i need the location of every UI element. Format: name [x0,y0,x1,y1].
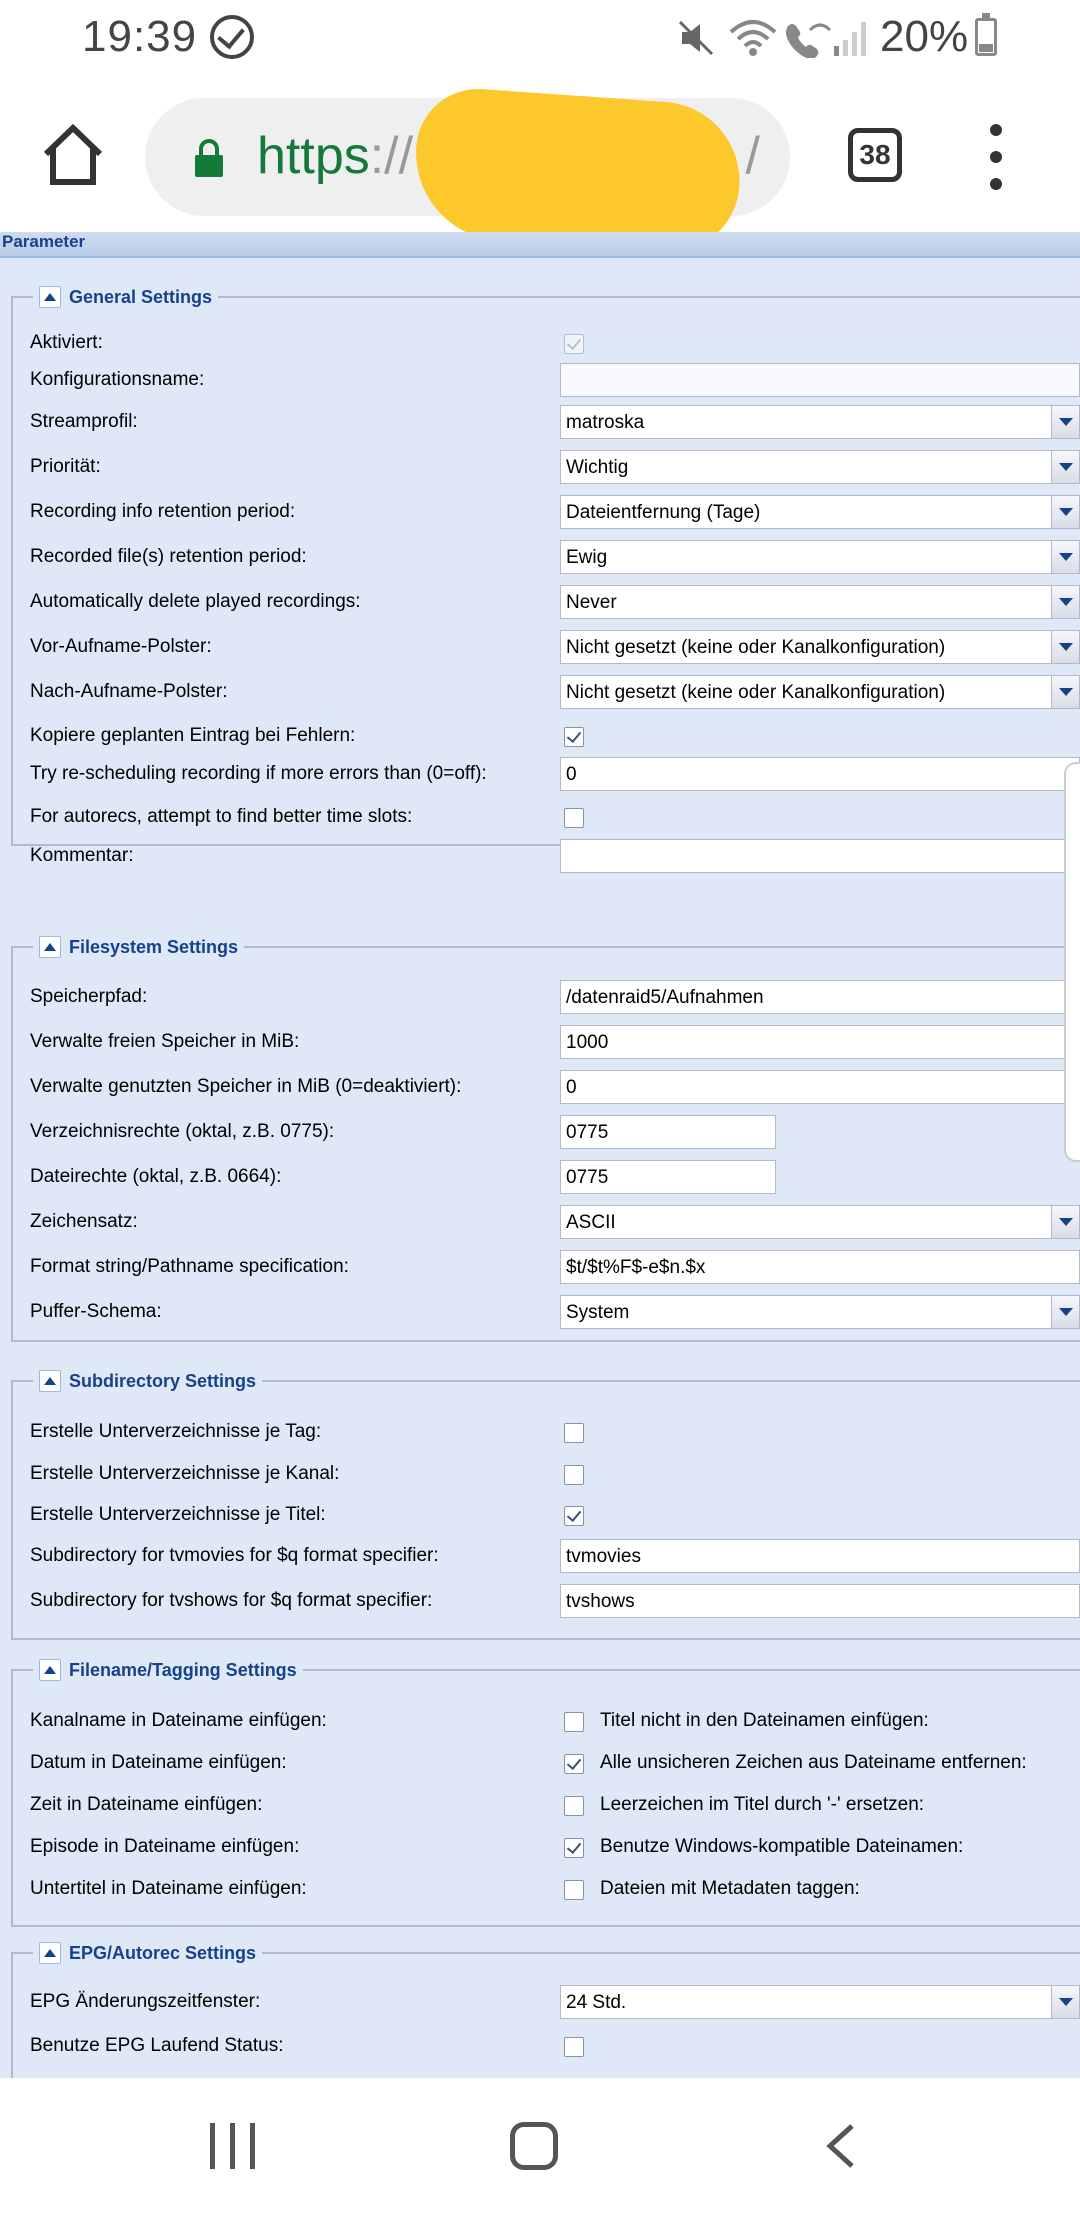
field-label: Automatically delete played recordings: [30,591,361,612]
field-label: Erstelle Unterverzeichnisse je Titel: [30,1504,326,1525]
format-string-row [30,1250,1080,1286]
genutzter-speicher-row [30,1070,1080,1106]
zeit-row [30,1788,1080,1824]
format-string-input[interactable]: $t/$t%F$-e$n.$x [560,1250,1080,1284]
battery-percent: 20% [880,12,969,61]
tvmovies-input[interactable]: tvmovies [560,1539,1080,1573]
field-label: Konfigurationsname: [30,369,205,390]
field-label: For autorecs, attempt to find better time slots: [30,806,413,827]
streamprofil-row [30,405,1080,441]
url-scheme: https [257,127,370,185]
panel-header [0,232,1080,258]
battery-icon [975,18,997,56]
chevron-down-icon[interactable] [1051,631,1079,663]
recording-info-retention-select[interactable] [560,495,1080,529]
select-value: Never [566,592,617,613]
aktiviert-row [30,326,1080,362]
auto-delete-row [30,585,1080,621]
chevron-down-icon[interactable] [1051,586,1079,618]
collapse-icon[interactable] [39,286,61,308]
field-label: Dateien mit Metadaten taggen: [600,1878,860,1899]
autorecs-timeslots-checkbox[interactable] [564,808,584,828]
url-text [257,126,413,186]
untertitel-checkbox[interactable] [564,1880,584,1900]
epg-laufend-row [30,2029,1080,2065]
field-label: Zeit in Dateiname einfügen: [30,1794,263,1815]
chevron-down-icon[interactable] [1051,406,1079,438]
select-value: System [566,1302,630,1323]
recorded-file-retention-row [30,540,1080,576]
field-label: Erstelle Unterverzeichnisse je Tag: [30,1421,322,1442]
field-label: Untertitel in Dateiname einfügen: [30,1878,307,1899]
select-value: Dateientfernung (Tage) [566,502,761,523]
konfigurationsname-row [30,363,1080,399]
field-label: Puffer-Schema: [30,1301,162,1322]
verzeichnisrechte-input[interactable]: 0775 [560,1115,776,1149]
kommentar-row [30,839,1080,875]
collapse-icon[interactable] [39,1659,61,1681]
autorecs-timeslots-row [30,800,1080,836]
aktiviert-checkbox[interactable] [564,334,584,354]
puffer-schema-select[interactable] [560,1295,1080,1329]
tvmovies-row [30,1539,1080,1575]
tvshows-row [30,1584,1080,1620]
field-label: Verwalte genutzten Speicher in MiB (0=deaktiviert): [30,1076,462,1097]
select-value: 24 Std. [566,1992,627,2013]
chevron-down-icon[interactable] [1051,1206,1079,1238]
zeichensatz-select[interactable] [560,1205,1080,1239]
field-label: Vor-Aufname-Polster: [30,636,212,657]
field-label: Speicherpfad: [30,986,148,1007]
field-label: Try re-scheduling recording if more errors than (0=off): [30,763,487,784]
datum-row [30,1746,1080,1782]
field-label: Kanalname in Dateiname einfügen: [30,1710,327,1731]
auto-delete-select[interactable] [560,585,1080,619]
url-separator: :// [369,127,414,185]
field-label: Format string/Pathname specification: [30,1256,349,1277]
collapse-icon[interactable] [39,1942,61,1964]
field-label: Subdirectory for tvmovies for $q format specifier: [30,1545,439,1566]
check-circle-icon [210,15,254,59]
mute-icon [676,18,716,58]
kanalname-checkbox[interactable] [564,1712,584,1732]
verzeichnisrechte-row [30,1115,1080,1151]
select-value: ASCII [566,1212,616,1233]
select-value: matroska [566,412,645,433]
field-label: EPG Änderungszeitfenster: [30,1991,261,2012]
section-legend[interactable] [33,934,244,960]
dateirechte-row [30,1160,1080,1196]
clock: 19:39 [82,12,198,61]
prioritaet-select[interactable] [560,450,1080,484]
wifi-calling-icon [782,18,832,58]
signal-icon [832,18,872,58]
rescheduling-row [30,757,1080,793]
field-label: Erstelle Unterverzeichnisse je Kanal: [30,1463,340,1484]
status-bar [0,0,1080,72]
lock-icon [193,138,225,178]
field-label: Kommentar: [30,845,134,866]
zeit-checkbox[interactable] [564,1796,584,1816]
field-label: Kopiere geplanten Eintrag bei Fehlern: [30,725,356,746]
speicherpfad-row [30,980,1080,1016]
field-label: Verwalte freien Speicher in MiB: [30,1031,300,1052]
field-label: Benutze EPG Laufend Status: [30,2035,284,2056]
prioritaet-row [30,450,1080,486]
field-label: Recorded file(s) retention period: [30,546,307,567]
section-title: EPG/Autorec Settings [69,1942,257,1963]
nach-aufname-polster-select[interactable] [560,675,1080,709]
chevron-down-icon[interactable] [1051,1296,1079,1328]
field-label: Subdirectory for tvshows for $q format specifier: [30,1590,433,1611]
freier-speicher-row [30,1025,1080,1061]
streamprofil-select[interactable] [560,405,1080,439]
puffer-schema-row [30,1295,1080,1331]
select-value: Nicht gesetzt (keine oder Kanalkonfiguration) [566,637,946,658]
chevron-down-icon[interactable] [1051,1986,1079,2018]
vor-aufname-polster-select[interactable] [560,630,1080,664]
select-value: Wichtig [566,457,629,478]
field-label: Benutze Windows-kompatible Dateinamen: [600,1836,964,1857]
chevron-down-icon[interactable] [1051,451,1079,483]
scrollbar[interactable] [1064,762,1080,1162]
unterverzeichnis-tag-row [30,1415,1080,1451]
select-value: Ewig [566,547,608,568]
chevron-down-icon[interactable] [1051,541,1079,573]
recorded-file-retention-select[interactable] [560,540,1080,574]
kanalname-row [30,1704,1080,1740]
section-title: General Settings [69,286,213,307]
tab-switcher-button[interactable]: 38 [848,128,902,182]
unterverzeichnis-titel-row [30,1498,1080,1534]
field-label: Datum in Dateiname einfügen: [30,1752,287,1773]
episode-row [30,1830,1080,1866]
overflow-menu-icon[interactable] [982,122,1012,192]
field-label: Aktiviert: [30,332,103,353]
section-legend[interactable] [33,284,218,310]
field-label: Dateirechte (oktal, z.B. 0664): [30,1166,282,1187]
field-label: Nach-Aufname-Polster: [30,681,228,702]
field-label: Alle unsicheren Zeichen aus Dateiname entfernen: [600,1752,1027,1773]
kommentar-input[interactable] [560,839,1080,873]
field-label: Episode in Dateiname einfügen: [30,1836,300,1857]
tvshows-input[interactable]: tvshows [560,1584,1080,1618]
wifi-icon [728,18,778,58]
select-value: Nicht gesetzt (keine oder Kanalkonfiguration) [566,682,946,703]
section-legend[interactable] [33,1657,303,1683]
kopiere-eintrag-checkbox[interactable] [564,727,584,747]
navigation-bar [0,2078,1080,2220]
genutzter-speicher-input[interactable]: 0 [560,1070,1080,1104]
field-label: Verzeichnisrechte (oktal, z.B. 0775): [30,1121,335,1142]
home-icon[interactable] [40,122,106,188]
unterverzeichnis-tag-checkbox[interactable] [564,1423,584,1443]
panel-title: Parameter [2,232,86,251]
epg-laufend-checkbox[interactable] [564,2037,584,2057]
vor-aufname-polster-row [30,630,1080,666]
chevron-down-icon[interactable] [1051,496,1079,528]
section-title: Filesystem Settings [69,936,239,957]
collapse-icon[interactable] [39,936,61,958]
field-label: Priorität: [30,456,101,477]
untertitel-row [30,1872,1080,1908]
konfigurationsname-input[interactable] [560,363,1080,397]
field-label: Titel nicht in den Dateinamen einfügen: [600,1710,929,1731]
zeichensatz-row [30,1205,1080,1241]
nach-aufname-polster-row [30,675,1080,711]
field-label: Zeichensatz: [30,1211,138,1232]
episode-checkbox[interactable] [564,1838,584,1858]
field-label: Leerzeichen im Titel durch '-' ersetzen: [600,1794,925,1815]
back-icon[interactable] [822,2122,862,2170]
section-title: Filename/Tagging Settings [69,1659,297,1680]
chevron-down-icon[interactable] [1051,676,1079,708]
section-legend[interactable] [33,1940,262,1966]
section-title: Subdirectory Settings [69,1370,257,1391]
section-legend[interactable] [33,1368,262,1394]
home-button-icon[interactable] [510,2122,558,2170]
field-label: Recording info retention period: [30,501,296,522]
rescheduling-input[interactable]: 0 [560,757,1080,791]
collapse-icon[interactable] [39,1370,61,1392]
field-label: Streamprofil: [30,411,138,432]
unterverzeichnis-kanal-row [30,1457,1080,1493]
speicherpfad-input[interactable]: /datenraid5/Aufnahmen [560,980,1080,1014]
kopiere-eintrag-row [30,719,1080,755]
datum-checkbox[interactable] [564,1754,584,1774]
settings-panel [0,232,1080,2078]
unterverzeichnis-kanal-checkbox[interactable] [564,1465,584,1485]
url-tail: / [745,127,760,185]
recording-info-retention-row [30,495,1080,531]
epg-zeitfenster-select[interactable] [560,1985,1080,2019]
dateirechte-input[interactable]: 0775 [560,1160,776,1194]
epg-zeitfenster-row [30,1985,1080,2021]
freier-speicher-input[interactable]: 1000 [560,1025,1080,1059]
recent-apps-icon[interactable] [210,2123,256,2169]
unterverzeichnis-titel-checkbox[interactable] [564,1506,584,1526]
